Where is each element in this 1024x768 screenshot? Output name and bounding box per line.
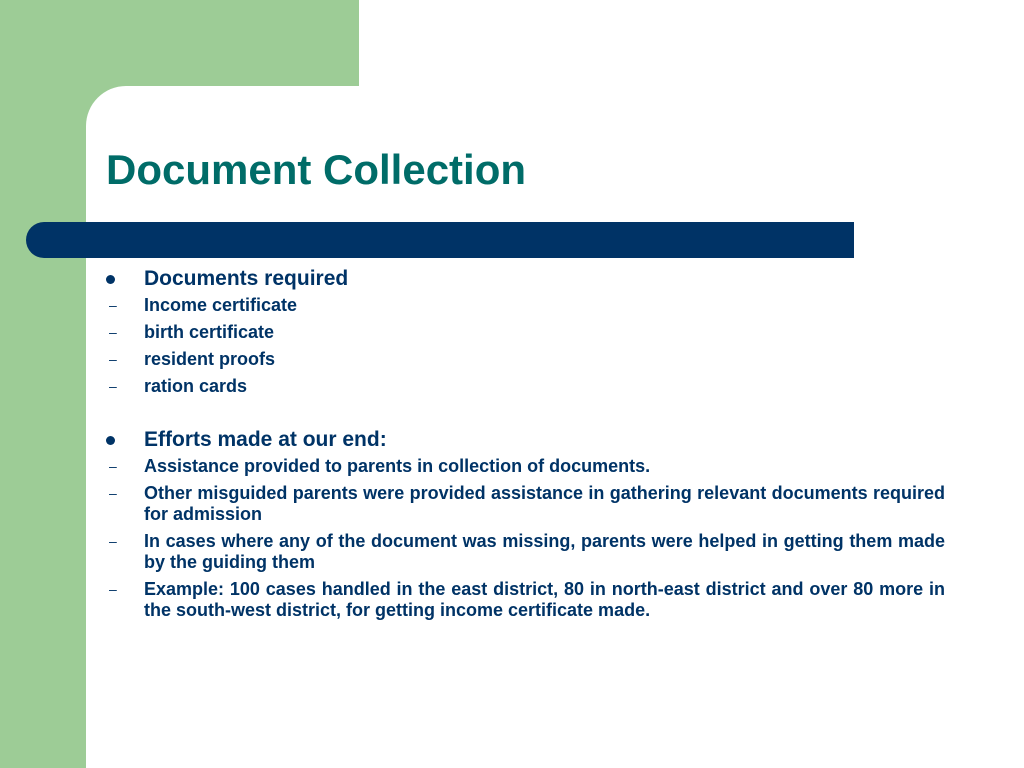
list-item — [100, 322, 945, 343]
dash-icon: – — [109, 324, 117, 340]
list-item-text: resident proofs — [144, 349, 276, 369]
list-item-text: Other misguided parents were provided assistance in gathering relevant documents required for admission — [144, 483, 945, 524]
list-item-text: Income certificate — [144, 295, 298, 315]
dash-icon: – — [109, 378, 117, 394]
green-left-band — [0, 0, 86, 768]
list-item — [100, 376, 945, 397]
slide-title: Document Collection — [106, 146, 527, 193]
sub-list-efforts — [100, 456, 945, 621]
dash-icon: – — [109, 351, 117, 367]
bullet-documents-required — [100, 266, 945, 292]
list-item — [100, 531, 945, 573]
list-item-text: Example: 100 cases handled in the east district, 80 in north-east district and over 80 more in the south-west district, for getting income certificate made. — [144, 579, 945, 620]
list-item-text: In cases where any of the document was missing, parents were helped in getting them made by the guiding them — [144, 531, 945, 572]
dash-icon: – — [109, 581, 117, 597]
bullet-heading: Documents required — [144, 267, 349, 290]
list-item-text: Assistance provided to parents in collection of documents. — [144, 456, 651, 476]
section-spacer — [100, 403, 945, 427]
list-item-text: ration cards — [144, 376, 248, 396]
list-item — [100, 483, 945, 525]
bullet-dot-icon — [106, 436, 115, 445]
sub-list-documents — [100, 295, 945, 397]
list-item — [100, 579, 945, 621]
dash-icon: – — [109, 297, 117, 313]
bullet-dot-icon — [106, 275, 115, 284]
list-item — [100, 295, 945, 316]
title-underline-bar — [26, 222, 854, 258]
list-item — [100, 349, 945, 370]
list-item-text: birth certificate — [144, 322, 275, 342]
slide-content — [100, 266, 945, 627]
dash-icon: – — [109, 533, 117, 549]
bullet-efforts-made — [100, 427, 945, 453]
bullet-heading: Efforts made at our end: — [144, 428, 387, 451]
dash-icon: – — [109, 485, 117, 501]
dash-icon: – — [109, 458, 117, 474]
list-item — [100, 456, 945, 477]
